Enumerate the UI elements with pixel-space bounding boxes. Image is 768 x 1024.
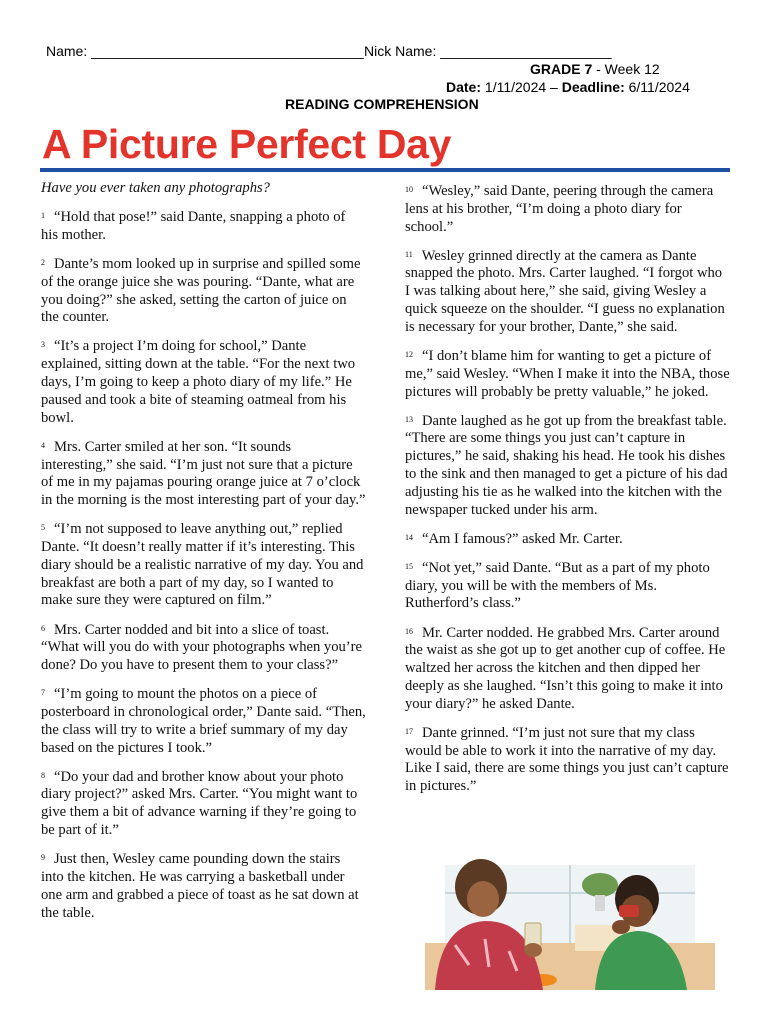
week-label: - Week 12 <box>592 61 660 77</box>
paragraph-number: 15 <box>405 561 413 571</box>
paragraph-text: Dante’s mom looked up in surprise and spilled some of the orange juice she was pouring. “Dante, what are you doing?” she asked, setting the carton of juice on the counter. <box>41 255 361 326</box>
paragraph-text: “Wesley,” said Dante, peering through the camera lens at his brother, “I’m doing a photo diary for school.” <box>405 183 714 235</box>
paragraph-number: 13 <box>405 414 413 424</box>
paragraph-number: 11 <box>405 249 413 259</box>
paragraph <box>405 529 730 549</box>
paragraph-number: 17 <box>405 726 413 736</box>
deadline-label: Deadline: <box>561 79 625 95</box>
paragraph-text: “Am I famous?” asked Mr. Carter. <box>422 530 623 547</box>
paragraph <box>41 849 366 922</box>
paragraph-text: Wesley grinned directly at the camera as Dante snapped the photo. Mrs. Carter laughed. “I forgot who I was talking about here,” she said, giving Wesley a quick squeeze on the shoulder. “I guess no explanation is necessary for your brother, Dante,” she said. <box>405 247 725 335</box>
name-field <box>46 43 364 59</box>
paragraph-text: “Do your dad and brother know about your photo diary project?” asked Mrs. Carter. “You might want to give them a bit of advance warning if they’re going to be part of it.” <box>41 768 358 839</box>
deadline-value: 6/11/2024 <box>624 79 690 95</box>
paragraph-number: 14 <box>405 532 413 542</box>
paragraph-text: “Hold that pose!” said Dante, snapping a photo of his mother. <box>41 209 346 243</box>
intro-question: Have you ever taken any photographs? <box>41 180 270 196</box>
paragraph-text: “Not yet,” said Dante. “But as a part of my photo diary, you will be with the members of Ms. Rutherford’s class.” <box>405 559 710 612</box>
paragraph-number: 5 <box>41 523 45 533</box>
paragraph-text: Dante grinned. “I’m just not sure that my class would be able to work it into the narrative of my day. Like I said, there are some things you just can’t capture in pictures.” <box>405 724 729 795</box>
paragraph-text: Dante laughed as he got up from the breakfast table. “There are some things you just can’t capture in pictures,” he said, shaking his head. He took his dishes to the sink and then managed to get a picture of his dad adjusting his tie as he walked into the kitchen with the newspaper tucked under his arm. <box>405 412 728 518</box>
nick-name-label: Nick Name: ______________________ <box>364 43 612 59</box>
date-value: 1/11/2024 – <box>481 79 562 95</box>
paragraph <box>405 181 730 236</box>
story-illustration <box>425 855 715 990</box>
paragraph <box>405 558 730 613</box>
paragraph-number: 6 <box>41 623 45 633</box>
nick-name-field <box>364 43 612 59</box>
paragraph-text: Just then, Wesley came pounding down the stairs into the kitchen. He was carrying a basketball under one arm and grabbed a piece of toast as he sat down at the table. <box>41 851 359 921</box>
paragraph <box>41 437 366 510</box>
paragraph-number: 3 <box>41 340 45 350</box>
grade-label: GRADE 7 <box>530 61 593 77</box>
right-column <box>405 181 730 805</box>
paragraph-number: 12 <box>405 349 413 359</box>
paragraph <box>41 336 366 427</box>
section-heading <box>285 96 479 112</box>
paragraph-text: Mrs. Carter nodded and bit into a slice of toast. “What will you do with your photographs when you’re done? Do you have to present them to your class?” <box>41 621 362 674</box>
name-label: Name: ___________________________________ <box>46 43 364 59</box>
paragraph-number: 10 <box>405 185 413 194</box>
paragraph-number: 4 <box>41 440 45 450</box>
paragraph <box>41 254 366 327</box>
paragraph-number: 8 <box>41 770 45 780</box>
paragraph <box>405 723 730 796</box>
section-heading-text: READING COMPREHENSION <box>285 96 479 112</box>
paragraph <box>405 246 730 337</box>
paragraph <box>405 623 730 714</box>
paragraph <box>405 346 730 401</box>
paragraph-text: “I don’t blame him for wanting to get a picture of me,” said Wesley. “When I make it into the NBA, those pictures will probably be pretty valuable,” he joked. <box>405 347 730 400</box>
paragraph-number: 9 <box>41 853 45 863</box>
paragraph-number: 2 <box>41 257 45 267</box>
paragraph <box>405 411 730 520</box>
paragraph-text: Mr. Carter nodded. He grabbed Mrs. Carter around the waist as she got up to get another cup of coffee. He waltzed her across the kitchen and then dipped her deeply as she laughed. “Isn’t this going to make it into your diary?” he asked Dante. <box>405 624 726 712</box>
paragraph <box>41 207 366 245</box>
paragraph-text: Mrs. Carter smiled at her son. “It sounds interesting,” she said. “I’m just not sure that a picture of me in my pajamas pouring orange juice at 7 o’clock in the morning is the most interesting part of your day.” <box>41 438 366 509</box>
date-label: Date: <box>446 79 482 95</box>
paragraph <box>41 767 366 840</box>
paragraph <box>41 620 366 675</box>
grade-line <box>530 61 660 77</box>
title-divider <box>40 168 730 172</box>
paragraph-number: 1 <box>41 211 45 221</box>
left-column <box>41 180 366 932</box>
paragraph <box>41 684 366 757</box>
paragraph-number: 7 <box>41 688 45 698</box>
page-title: A Picture Perfect Day <box>42 121 452 167</box>
paragraph-text: “I’m going to mount the photos on a piece of posterboard in chronological order,” Dante said. “Then, the class will try to write a brief summary of my day based on the pictures I took.” <box>41 686 366 756</box>
paragraph-text: “It’s a project I’m doing for school,” Dante explained, sitting down at the table. “For the next two days, I’m going to keep a photo diary of my life.” He paused and took a bite of steaming oatmeal from his bowl. <box>41 338 356 426</box>
paragraph-text: “I’m not supposed to leave anything out,” replied Dante. “It doesn’t really matter if it’s interesting. This diary should be a realistic narrative of my day. You and breakfast are both a part of my day, so I wanted to make sure they were captured on film.” <box>41 521 364 609</box>
paragraph-number: 16 <box>405 626 413 636</box>
date-line <box>446 79 690 95</box>
paragraph <box>41 519 366 610</box>
